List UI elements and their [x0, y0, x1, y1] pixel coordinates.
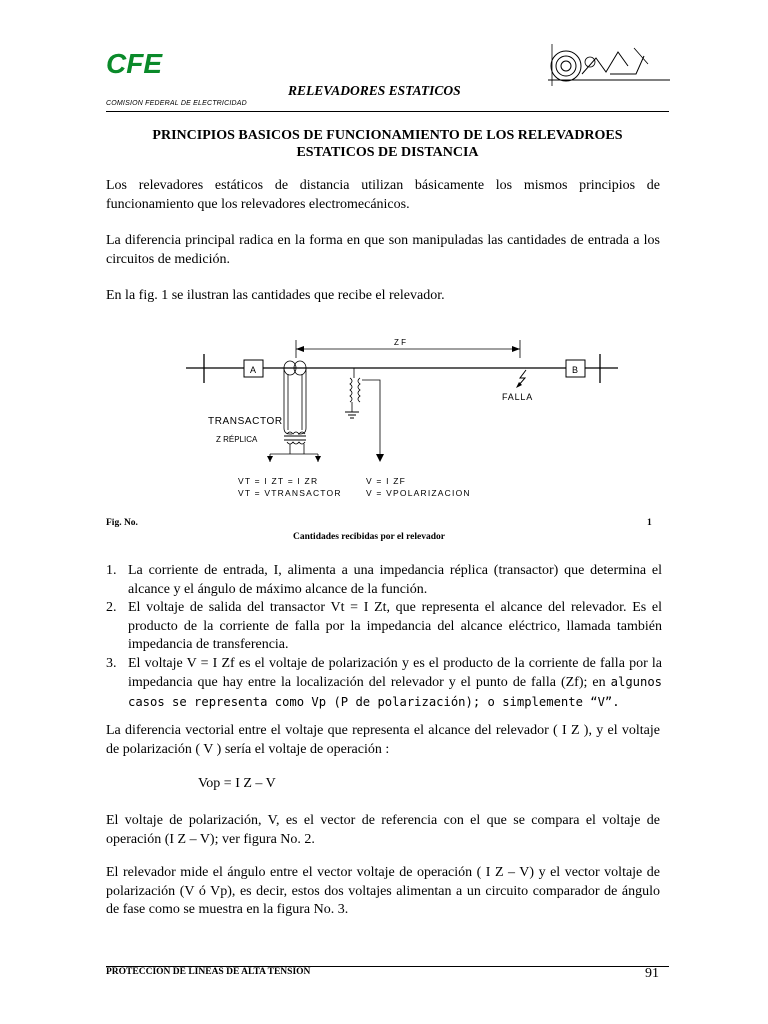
breaker-a-label: A: [250, 365, 257, 375]
numbered-list: [106, 562, 662, 712]
list-item-number: 2.: [106, 600, 117, 615]
section-heading-line2: ESTATICOS DE DISTANCIA: [296, 145, 479, 160]
eq-vt-1: VT = I ZT = I ZR: [238, 476, 319, 486]
section-heading: [106, 127, 669, 161]
paragraph-6: El relevador mide el ángulo entre el vector voltaje de operación ( I Z – V) y el vector voltaje de polarización (V ó Vp), es decir, estos dos voltajes alimentan a un circuito comparador de ángulo de fase como se muestra en la figura No. 3.: [106, 865, 660, 917]
figure-caption-number: 1: [647, 518, 652, 528]
list-item-number: 1.: [106, 563, 117, 578]
footer-title: PROTECCION DE LINEAS DE ALTA TENSION: [106, 967, 311, 977]
list-item-text: El voltaje de salida del transactor Vt = I Zt, que representa el alcance del relevador. Es el producto de la corriente de falla por la impedancia del alcance eléctrico, llamada también impedancia de transferencia.: [128, 600, 662, 652]
relay-emblem-icon: [548, 44, 670, 86]
list-item: [106, 562, 662, 599]
pt-output-lead: [362, 380, 380, 456]
zf-arrow-right: [512, 346, 520, 352]
figure-1-diagram: [180, 330, 640, 510]
pt-coil: [350, 378, 352, 402]
cfe-logo: CFE: [106, 48, 162, 79]
transactor-label: TRANSACTOR: [208, 416, 283, 427]
pt-secondary: [358, 378, 360, 402]
list-item-text: El voltaje V = I Zf es el voltaje de polarización y es el producto de la corriente de falla por la impedancia que hay entre la localización del relevador y el punto de falla (Zf); en: [128, 655, 662, 690]
paragraph-2: La diferencia principal radica en la forma en que son manipuladas las cantidades de entrada a los circuitos de medición.: [106, 233, 660, 267]
breaker-b-label: B: [572, 365, 579, 375]
page-number: 91: [645, 966, 659, 981]
operation-voltage-formula: Vop = I Z – V: [198, 776, 276, 791]
zf-arrow-left: [296, 346, 304, 352]
list-item-text-mono: algunos casos se representa como Vp (P de polarización); o simplemente “V”.: [128, 675, 663, 709]
transactor-secondary: [287, 442, 305, 444]
eq-vt-2: VT = VTRANSACTOR: [238, 488, 342, 498]
section-heading-line1: PRINCIPIOS BASICOS DE FUNCIONAMIENTO DE LOS RELEVADROES: [152, 128, 623, 143]
figure-caption-label: Fig. No.: [106, 518, 138, 528]
zreplica-label: Z RÉPLICA: [216, 435, 258, 444]
figure-caption-title: Cantidades recibidas por el relevador: [293, 532, 445, 542]
document-title: RELEVADORES ESTATICOS: [288, 83, 461, 98]
paragraph-1: Los relevadores estáticos de distancia utilizan básicamente los mismos principios de funcionamiento que los relevadores electromecánicos.: [106, 178, 660, 212]
list-item-text: La corriente de entrada, I, alimenta a una impedancia réplica (transactor) que determina el alcance y el ángulo de máximo alcance de la función.: [128, 563, 662, 597]
pt-output-arrow: [376, 454, 384, 462]
falla-label: FALLA: [502, 392, 534, 402]
paragraph-5: El voltaje de polarización, V, es el vector de referencia con el que se compara el voltaje de operación (I Z – V); ver figura No. 2.: [106, 813, 660, 847]
zf-label: Z F: [394, 338, 406, 347]
paragraph-4: La diferencia vectorial entre el voltaje que representa el alcance del relevador ( I Z ), y el voltaje de polarización ( V ) sería el voltaje de operación :: [106, 723, 660, 757]
vt-arrow-l: [267, 456, 273, 462]
eq-v-2: V = VPOLARIZACION: [366, 488, 471, 498]
list-item-number: 3.: [106, 655, 117, 671]
paragraph-3: En la fig. 1 se ilustran las cantidades que recibe el relevador.: [106, 288, 445, 303]
logo-subtitle: COMISION FEDERAL DE ELECTRICIDAD: [106, 100, 247, 107]
vt-arrow-r: [315, 456, 321, 462]
eq-v-1: V = I ZF: [366, 476, 407, 486]
list-item: [106, 655, 662, 713]
header-rule: [106, 111, 669, 112]
list-item: [106, 599, 662, 655]
